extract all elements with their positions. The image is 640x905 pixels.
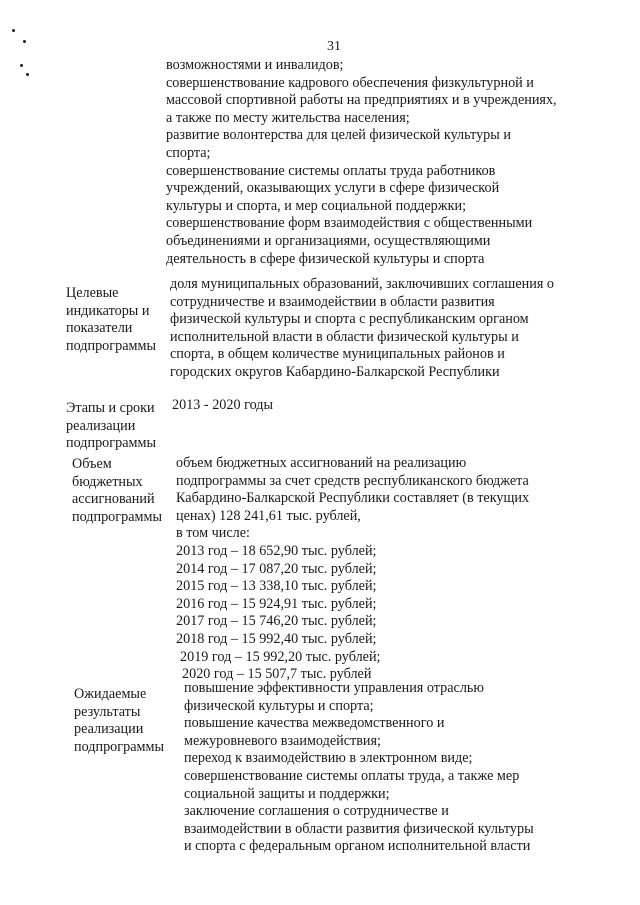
text-line: городских округов Кабардино-Балкарской Республики xyxy=(170,363,500,380)
text-line: переход к взаимодействию в электронном виде; xyxy=(184,750,473,767)
text-line: спорта, в общем количестве муниципальных районов и xyxy=(170,346,505,363)
text-line: ценах) 128 241,61 тыс. рублей, xyxy=(176,507,361,524)
label-line: подпрограммы xyxy=(74,738,164,755)
indicators-label xyxy=(66,285,156,355)
label-line: бюджетных xyxy=(72,473,143,490)
text-line: социальной защиты и поддержки; xyxy=(184,785,390,802)
results-label xyxy=(74,686,164,756)
text-line: объем бюджетных ассигнований на реализацию xyxy=(176,455,467,471)
label-line: Целевые xyxy=(66,285,119,301)
text-line: подпрограммы за счет средств республиканского бюджета xyxy=(176,472,529,489)
text-line: доля муниципальных образований, заключивших соглашения о xyxy=(170,276,555,292)
funding-label xyxy=(72,456,162,526)
intro-line: развитие волонтерства для целей физической культуры и xyxy=(166,127,511,144)
text-line: 2018 год – 15 992,40 тыс. рублей; xyxy=(176,630,377,647)
label-line: подпрограммы xyxy=(66,435,156,452)
label-line: Ожидаемые xyxy=(74,686,147,702)
funding-text xyxy=(176,455,529,684)
label-line: реализации xyxy=(74,721,144,738)
results-text xyxy=(184,680,534,856)
text-line: сотрудничестве и взаимодействии в области развития xyxy=(170,293,495,310)
text-line: совершенствование системы оплаты труда, а также мер xyxy=(184,767,520,784)
text-line: и спорта с федеральным органом исполнительной власти xyxy=(184,838,531,855)
label-line: Объем xyxy=(72,456,112,472)
text-line: повышение качества межведомственного и xyxy=(184,715,445,732)
intro-line: учреждений, оказывающих услуги в сфере физической xyxy=(166,180,500,197)
intro-text xyxy=(166,57,557,268)
text-line: Кабардино-Балкарской Республики составляет (в текущих xyxy=(176,490,530,507)
page-number: 31 xyxy=(327,39,341,54)
intro-line: спорта; xyxy=(166,144,211,161)
intro-line: деятельность в сфере физической культуры и спорта xyxy=(166,250,485,267)
label-line: ассигнований xyxy=(72,491,155,508)
scan-artifact-dot xyxy=(20,64,23,67)
text-line: 2016 год – 15 924,91 тыс. рублей; xyxy=(176,595,377,612)
label-line: подпрограммы xyxy=(66,337,156,354)
label-line: результаты xyxy=(74,703,141,720)
text-line: 2015 год – 13 338,10 тыс. рублей; xyxy=(176,578,377,595)
intro-line: совершенствование форм взаимодействия с общественными xyxy=(166,215,533,232)
text-line: межуровневого взаимодействия; xyxy=(184,732,381,749)
scan-artifact-dot xyxy=(23,40,26,43)
text-line: взаимодействии в области развития физической культуры xyxy=(184,820,534,837)
text-line: 2013 год – 18 652,90 тыс. рублей; xyxy=(176,542,377,559)
label-line: подпрограммы xyxy=(72,508,162,525)
label-line: индикаторы и xyxy=(66,302,150,319)
intro-line: совершенствование системы оплаты труда работников xyxy=(166,162,496,179)
text-line: 2013 - 2020 годы xyxy=(172,397,274,413)
indicators-text xyxy=(170,276,554,382)
scan-artifact-dot xyxy=(12,29,15,32)
intro-line: объединениями и организациями, осуществляющими xyxy=(166,232,491,249)
intro-line: совершенствование кадрового обеспечения физкультурной и xyxy=(166,74,534,91)
label-line: реализации xyxy=(66,417,136,434)
scan-artifact-dot xyxy=(26,73,29,76)
text-line: заключение соглашения о сотрудничестве и xyxy=(184,803,449,820)
stages-label xyxy=(66,400,156,453)
intro-line: а также по месту жительства населения; xyxy=(166,109,410,126)
label-line: Этапы и сроки xyxy=(66,400,155,416)
label-line: показатели xyxy=(66,320,133,337)
stages-text xyxy=(172,397,273,415)
text-line: исполнительной власти в области физической культуры и xyxy=(170,328,519,345)
text-line: 2019 год – 15 992,20 тыс. рублей; xyxy=(180,648,381,665)
intro-line: массовой спортивной работы на предприятиях и в учреждениях, xyxy=(166,92,557,109)
intro-line: возможностями и инвалидов; xyxy=(166,57,344,73)
text-line: в том числе: xyxy=(176,525,250,542)
text-line: повышение эффективности управления отраслью xyxy=(184,680,484,696)
text-line: 2014 год – 17 087,20 тыс. рублей; xyxy=(176,560,377,577)
text-line: физической культуры и спорта с республиканским органом xyxy=(170,311,529,328)
text-line: 2017 год – 15 746,20 тыс. рублей; xyxy=(176,613,377,630)
text-line: 2020 год – 15 507,7 тыс. рублей xyxy=(182,666,372,683)
text-line: физической культуры и спорта; xyxy=(184,697,374,714)
intro-line: культуры и спорта, и мер социальной поддержки; xyxy=(166,197,467,214)
